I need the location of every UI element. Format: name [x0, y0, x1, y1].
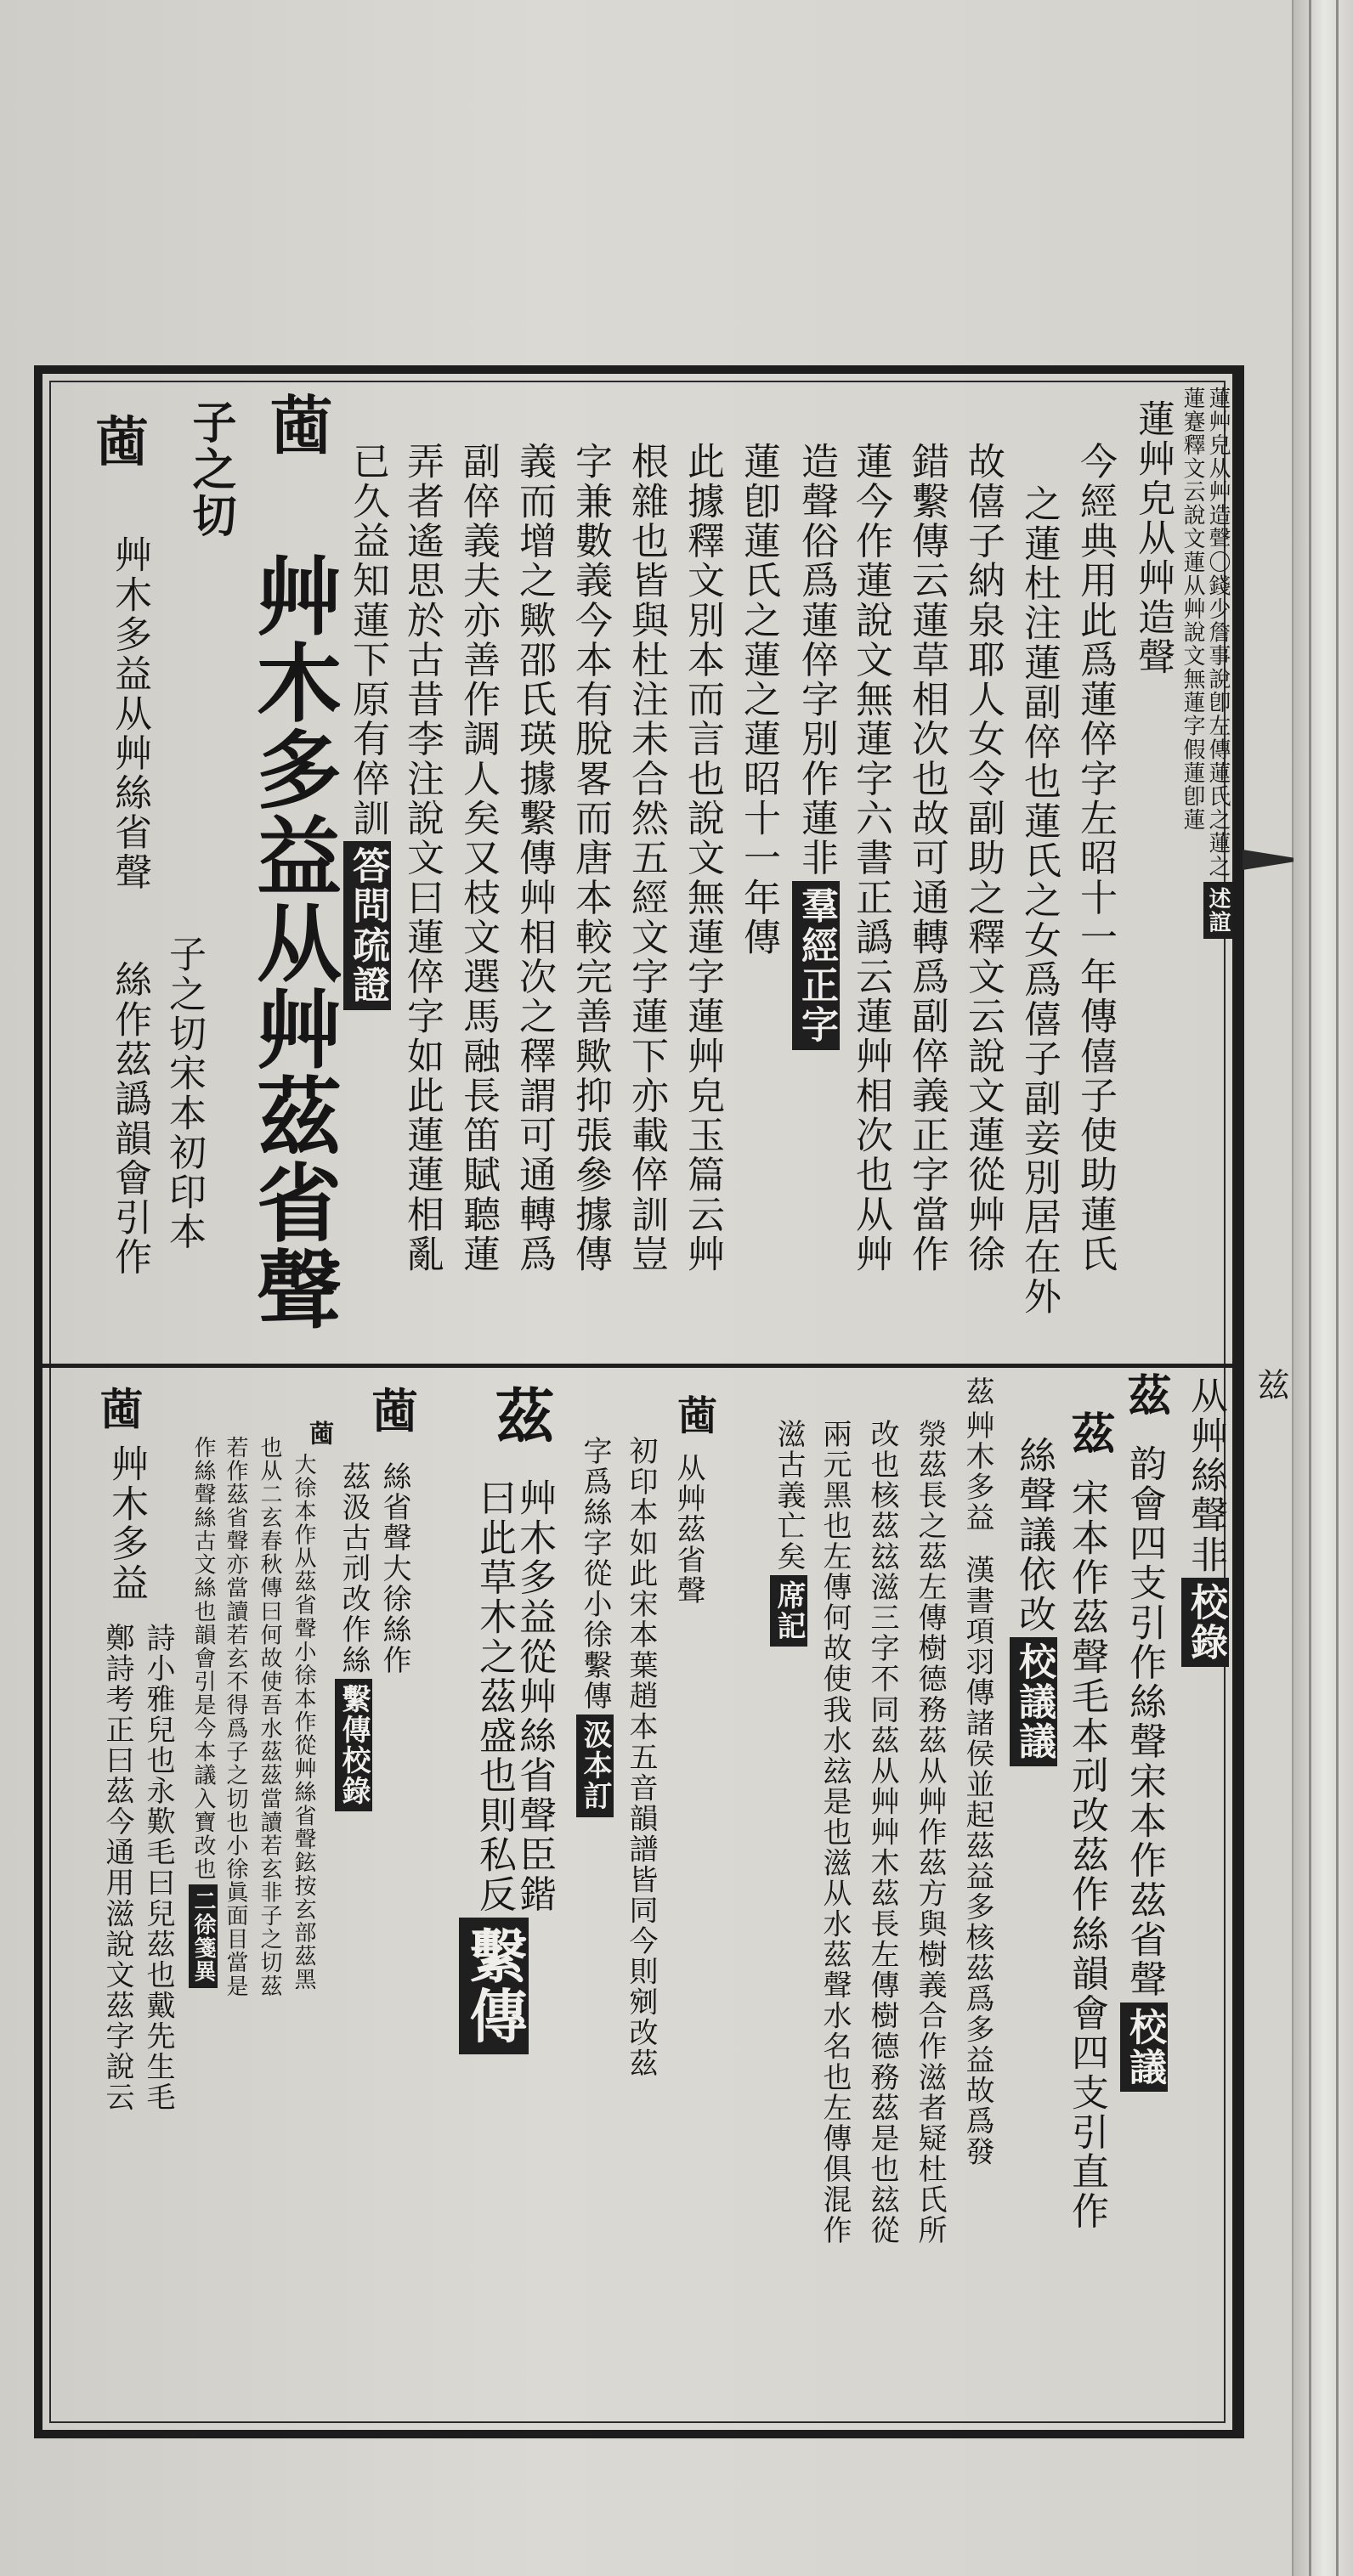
seal-glyph: 𦯁	[365, 1385, 421, 1432]
upper-col-09: 造聲俗爲蓮倅字別作蓮非羣經正字	[792, 442, 840, 1054]
lower-col-09: 滋古義亡矣席記	[770, 1419, 807, 1650]
upper-col-16: 弄者遙思於古昔李注說文曰蓮倅字如此蓮蓮相亂	[400, 442, 444, 1274]
lower-col-15: 絲省聲大徐絲作	[377, 1461, 411, 1676]
upper-col-05: 之蓮杜注蓮副倅也蓮氏之女爲僖子副妾別居在外	[1017, 484, 1061, 1317]
binding-line	[1309, 0, 1311, 2576]
source-tag: 述誼	[1203, 882, 1232, 939]
upper-col-12: 根雜也皆與杜注未合然五經文字蓮下亦載倅訓豈	[625, 442, 668, 1274]
lower-col-17: 大徐本作从茲省聲小徐本作從艸絲省聲鉉按玄部茲黑	[291, 1453, 316, 1991]
source-tag: 校議	[1120, 2003, 1168, 2092]
lower-col-11: 初印本如此宋本葉趙本五音韻譜皆同今則剜改茲	[624, 1436, 658, 2079]
upper-col-13: 字兼數義今本有脫畧而唐本較完善歟抑張參據傳	[569, 442, 612, 1274]
lower-col-12: 字爲絲字從小徐繫傳汲本訂	[576, 1436, 614, 1821]
seal-glyph: 𦯁	[93, 1385, 145, 1429]
page-marker: 兹	[1252, 1368, 1289, 1400]
lower-col-08: 兩元黑也左傳何故使我水玆是也滋从水茲聲水名也左傳俱混作	[818, 1419, 852, 2246]
section-divider	[42, 1364, 1232, 1368]
lower-col-22: 鄭詩考正曰茲今通用滋說文茲字說云	[100, 1623, 134, 2113]
lower-col-13: 艸木多益從艸絲省聲臣鍇	[512, 1478, 556, 1915]
upper-col-07: 錯繫傳云蓮草相次也故可通轉爲副倅義正字當作	[905, 442, 948, 1274]
seal-glyph: 𦯁	[671, 1393, 719, 1434]
source-tag: 羣經正字	[792, 881, 840, 1050]
small-seal-glyph: 𦯁	[88, 412, 151, 466]
source-tag: 校議議	[1010, 1637, 1057, 1766]
lower-col-20: 作絲聲絲古文絲也韻會引是今本議入寶改也二徐箋異	[189, 1436, 218, 1991]
upper-col-20: 子之切宋本初印本	[162, 935, 206, 1252]
upper-note-1: 蓮艸皃从艸造聲〇錢少詹事說卽左傳蓮氏之蓮之述誼	[1203, 387, 1232, 942]
upper-col-17: 已久益知蓮下原有倅訓答問疏證	[343, 442, 391, 1014]
lower-col-02-head: 茲	[1119, 1372, 1171, 1420]
lower-col-05b: 漢書項羽傳諸侯並起茲益多核茲爲多益故爲發	[960, 1555, 994, 2167]
lower-col-19: 若作茲省聲亦當讀若玄不得爲子之切也小徐眞面目當是	[223, 1436, 248, 1998]
upper-col-06: 故僖子納泉耶人女令副助之釋文云說文蓮從艸徐	[961, 442, 1005, 1274]
upper-col-04: 今經典用此爲蓮倅字左昭十一年傳僖子使助蓮氏	[1073, 442, 1117, 1274]
lower-col-07: 改也核茲玆滋三字不同茲从艸艸木茲長左傳樹德務茲是也玆從	[865, 1419, 899, 2246]
upper-col-10: 蓮卽蓮氏之蓮之蓮昭十一年傳	[737, 442, 780, 958]
upper-col-11: 此據釋文別本而言也說文無蓮字蓮艸皃玉篇云艸	[681, 442, 724, 1274]
source-tag: 繫傳校錄	[335, 1679, 372, 1811]
center-fold-rule	[1241, 365, 1244, 2438]
lower-col-05-head: 茲	[960, 1376, 994, 1408]
lower-col-01: 从艸絲聲非校錄	[1181, 1376, 1229, 1670]
lower-col-06: 滎茲長之茲左傳樹德務茲从艸作茲方與樹義合作滋者疑杜氏所	[913, 1419, 947, 2246]
lower-col-05: 艸木多益	[960, 1410, 994, 1534]
source-tag: 答問疏證	[343, 841, 391, 1010]
upper-col-19: 艸木多益从艸絲省聲	[108, 535, 151, 892]
lower-col-18: 也从二玄春秋傳曰何故使吾水茲茲當讀若玄非子之切茲	[257, 1436, 282, 1998]
lower-col-10: 从艸茲省聲	[671, 1453, 705, 1607]
binding-line	[1336, 0, 1339, 2576]
seal-glyph: 𦯁	[305, 1419, 335, 1444]
seal-glyph: 茲	[485, 1385, 556, 1444]
source-tag: 繫傳	[459, 1918, 529, 2054]
head-seal-glyph: 𦯁	[262, 391, 337, 455]
upper-col-03: 蓮艸皃从艸造聲	[1131, 399, 1175, 677]
source-tag: 席記	[770, 1575, 807, 1647]
source-tag: 校錄	[1181, 1578, 1229, 1667]
upper-col-08: 蓮今作蓮說文無蓮字六書正譌云蓮艸相次也从艸	[849, 442, 892, 1274]
lower-col-04: 絲聲議依改校議議	[1010, 1436, 1057, 1770]
upper-note-2: 蓮蹇釋文云說文蓮从艸說文無蓮字假蓮卽蓮	[1180, 387, 1205, 832]
lower-col-14: 曰此草木之茲盛也則私反繫傳	[459, 1478, 529, 2058]
lower-col-21: 艸木多益	[105, 1444, 148, 1603]
binding-strip	[1292, 0, 1353, 2576]
lower-col-02: 韵會四支引作絲聲宋本作茲省聲校議	[1120, 1444, 1168, 2095]
upper-col-21: 絲作茲譌韻會引作	[108, 960, 151, 1278]
lower-col-16: 茲汲古刓改作絲繫傳校錄	[335, 1461, 372, 1815]
source-tag: 二徐箋異	[189, 1884, 218, 1988]
head-entry: 艸木多益从艸茲省聲	[242, 552, 342, 1332]
lower-col-03-head: 茲	[1063, 1410, 1115, 1458]
upper-col-14: 義而增之歟邵氏瑛據繫傳艸相次之䆁謂可通轉爲	[512, 442, 556, 1274]
upper-col-18: 子之切	[184, 399, 236, 540]
lower-col-21b: 詩小雅兒也永歎毛曰兒茲也戴先生毛	[141, 1623, 175, 2113]
upper-col-15: 副倅義夫亦善作調人矣又枝文選馬融長笛賦聽蓮	[456, 442, 500, 1274]
source-tag: 汲本訂	[576, 1715, 614, 1816]
lower-col-03: 宋本作茲聲毛本刓改茲作絲韻會四支引直作	[1065, 1478, 1108, 2232]
